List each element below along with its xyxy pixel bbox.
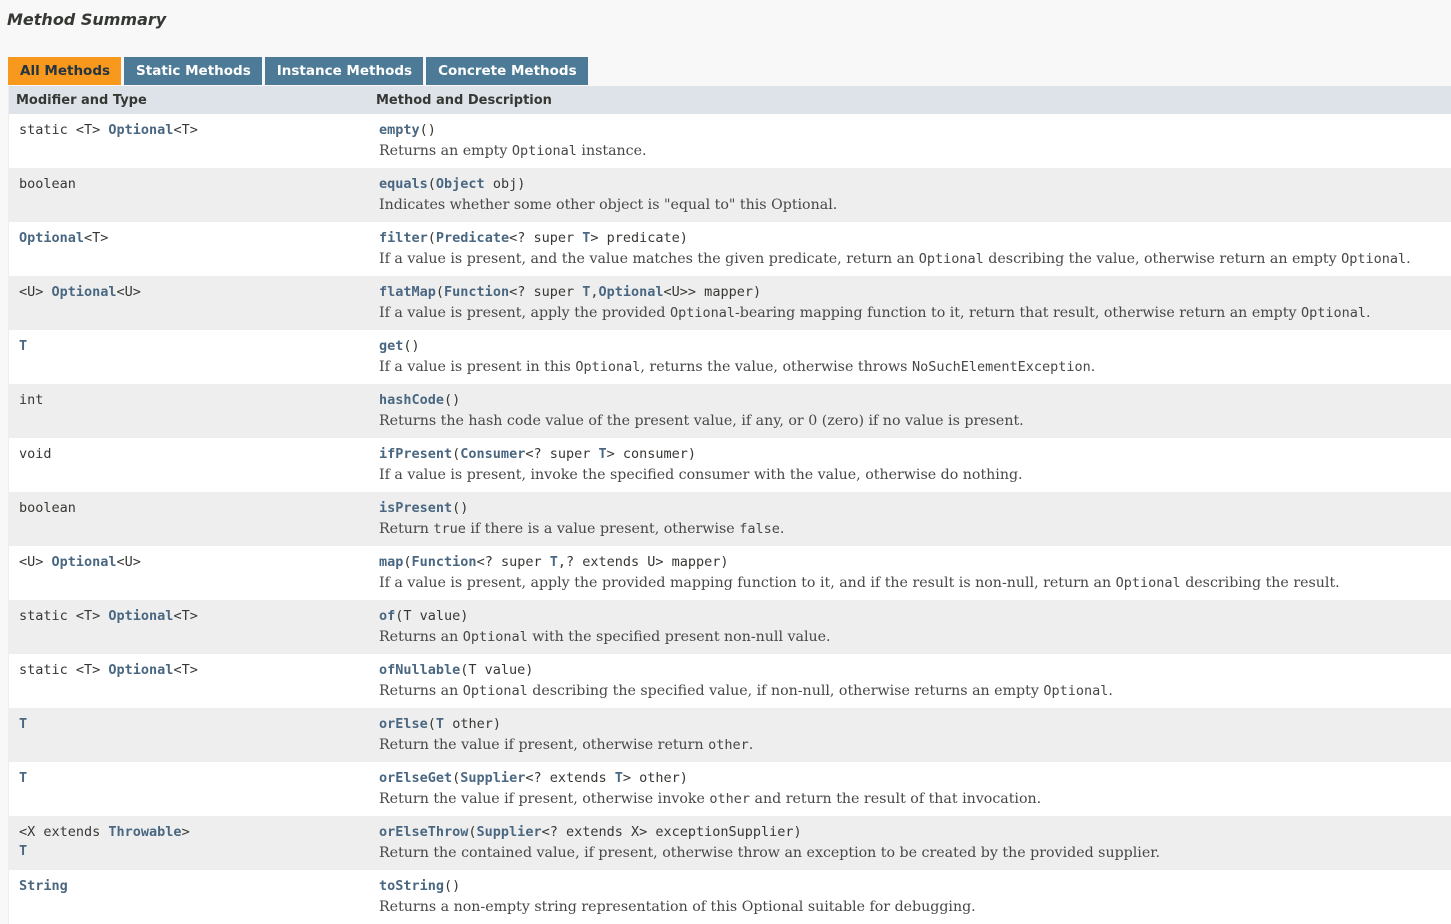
- signature-text: (): [444, 878, 461, 894]
- signature-link[interactable]: orElseGet: [379, 770, 453, 786]
- method-signature: [379, 391, 1451, 410]
- description-text: if there is a value present, otherwise: [465, 521, 740, 537]
- type-text: <X extends: [19, 824, 109, 840]
- description-text: .: [779, 521, 785, 537]
- method-description: [379, 464, 1451, 487]
- signature-link[interactable]: flatMap: [379, 284, 436, 300]
- inline-code: Optional: [1341, 251, 1407, 267]
- description-text: with the specified present non-null value.: [527, 629, 831, 645]
- signature-link[interactable]: map: [379, 554, 404, 570]
- signature-link[interactable]: empty: [379, 122, 420, 138]
- type-link[interactable]: T: [19, 716, 28, 732]
- description-text: If a value is present in this: [379, 359, 576, 375]
- signature-text: <? extends X> exceptionSupplier): [541, 824, 802, 840]
- method-description: [379, 248, 1451, 271]
- method-signature: [379, 823, 1451, 842]
- method-description-cell: [379, 121, 1451, 168]
- description-text: Returns a non-empty string representation of this Optional suitable for debugging.: [379, 899, 976, 915]
- table-row: [9, 492, 1451, 546]
- signature-text: (): [419, 122, 436, 138]
- signature-link[interactable]: hashCode: [379, 392, 445, 408]
- signature-link[interactable]: T: [614, 770, 623, 786]
- method-signature: [379, 607, 1451, 626]
- signature-text: > consumer): [606, 446, 697, 462]
- method-description: [379, 788, 1451, 811]
- type-link[interactable]: Optional: [51, 554, 117, 570]
- method-signature: [379, 445, 1451, 464]
- type-link[interactable]: String: [19, 878, 68, 894]
- type-link[interactable]: Optional: [108, 608, 174, 624]
- method-description: [379, 680, 1451, 703]
- description-text: Return the contained value, if present, otherwise throw an exception to be created by the provided supplier.: [379, 845, 1160, 861]
- type-text: static <T>: [19, 662, 109, 678]
- method-description-cell: [379, 715, 1451, 762]
- signature-text: (: [427, 230, 436, 246]
- description-text: If a value is present, apply the provided mapping function to it, and if the result is non-null, return an: [379, 575, 1116, 591]
- signature-text: (: [468, 824, 477, 840]
- tab-concrete-methods[interactable]: Concrete Methods: [426, 57, 588, 85]
- description-text: .: [748, 737, 754, 753]
- description-text: and return the result of that invocation.: [750, 791, 1042, 807]
- signature-text: (: [427, 176, 436, 192]
- type-text: static <T>: [19, 608, 109, 624]
- signature-text: (): [403, 338, 420, 354]
- inline-code: Optional: [1043, 683, 1109, 699]
- signature-link[interactable]: Optional: [598, 284, 664, 300]
- signature-link[interactable]: T: [598, 446, 607, 462]
- signature-text: ,: [590, 284, 599, 300]
- description-text: .: [1406, 251, 1411, 267]
- signature-text: <U>> mapper): [663, 284, 762, 300]
- method-signature: [379, 175, 1451, 194]
- inline-code: Optional: [462, 683, 528, 699]
- type-link[interactable]: Optional: [108, 122, 174, 138]
- type-text: <T>: [84, 230, 109, 246]
- inline-code: false: [739, 521, 780, 537]
- signature-text: (: [403, 554, 412, 570]
- method-signature: [379, 769, 1451, 788]
- description-text: Returns an: [379, 683, 463, 699]
- modifier-type-cell: [9, 175, 379, 222]
- method-description-cell: [379, 337, 1451, 384]
- type-link[interactable]: Throwable: [108, 824, 182, 840]
- description-text: .: [1366, 305, 1371, 321]
- modifier-type-cell: [9, 769, 379, 816]
- method-description-cell: [379, 877, 1451, 924]
- signature-link[interactable]: Object: [435, 176, 485, 192]
- signature-link[interactable]: of: [379, 608, 396, 624]
- description-text: .: [1108, 683, 1113, 699]
- table-row: [9, 222, 1451, 276]
- modifier-type-cell: [9, 283, 379, 330]
- signature-link[interactable]: ifPresent: [379, 446, 453, 462]
- table-row: [9, 546, 1451, 600]
- type-text: <U>: [116, 554, 141, 570]
- signature-text: (: [435, 284, 445, 300]
- method-signature: [379, 499, 1451, 518]
- description-text: describing the specified value, if non-null, otherwise returns an empty: [527, 683, 1044, 699]
- column-header-method: Method and Description: [376, 93, 552, 108]
- modifier-type-cell: [9, 337, 379, 384]
- table-row: [9, 276, 1451, 330]
- modifier-type-cell: [9, 499, 379, 546]
- column-header-modifier: Modifier and Type: [16, 93, 147, 108]
- type-text: <T>: [173, 608, 198, 624]
- description-text: Return the value if present, otherwise return: [379, 737, 709, 753]
- type-link[interactable]: T: [19, 843, 28, 859]
- type-text: <U>: [116, 284, 141, 300]
- description-text: If a value is present, invoke the specified consumer with the value, otherwise do nothing.: [379, 467, 1023, 483]
- inline-code: Optional: [575, 359, 641, 375]
- inline-code: other: [709, 791, 751, 807]
- method-signature: [379, 283, 1451, 302]
- description-text: Return the value if present, otherwise invoke: [379, 791, 710, 807]
- method-description: [379, 410, 1451, 433]
- description-text: If a value is present, and the value matches the given predicate, return an: [379, 251, 919, 267]
- signature-link[interactable]: toString: [379, 878, 445, 894]
- method-description-cell: [379, 769, 1451, 816]
- signature-text: > other): [622, 770, 688, 786]
- table-header: [9, 86, 1451, 114]
- inline-code: Optional: [511, 143, 577, 159]
- method-description-cell: [379, 283, 1451, 330]
- type-text: static <T>: [19, 122, 109, 138]
- signature-text: (): [444, 392, 461, 408]
- modifier-type-cell: [9, 823, 379, 870]
- description-text: , returns the value, otherwise throws: [640, 359, 912, 375]
- type-text: <U>: [19, 284, 52, 300]
- table-row: [9, 708, 1451, 762]
- modifier-type-cell: [9, 553, 379, 600]
- modifier-type-cell: [9, 391, 379, 438]
- signature-text: (T value): [395, 608, 469, 624]
- description-text: instance.: [576, 143, 647, 159]
- description-text: Indicates whether some other object is "equal to" this Optional.: [379, 197, 838, 213]
- signature-link[interactable]: orElseThrow: [379, 824, 469, 840]
- inline-code: Optional: [462, 629, 528, 645]
- method-description-cell: [379, 445, 1451, 492]
- table-row: [9, 114, 1451, 168]
- signature-text: (: [427, 716, 436, 732]
- modifier-type-cell: [9, 121, 379, 168]
- signature-text: <? extends: [525, 770, 615, 786]
- method-signature: [379, 553, 1451, 572]
- description-text: -bearing mapping function to it, return that result, otherwise return an empty: [735, 305, 1301, 321]
- signature-link[interactable]: Predicate: [435, 230, 510, 246]
- signature-link[interactable]: T: [582, 284, 591, 300]
- signature-link[interactable]: Supplier: [476, 824, 542, 840]
- table-row: [9, 330, 1451, 384]
- method-filter-tabs: [8, 57, 591, 86]
- type-link[interactable]: Optional: [51, 284, 117, 300]
- method-signature: [379, 661, 1451, 680]
- signature-text: (): [452, 500, 469, 516]
- table-row: [9, 762, 1451, 816]
- inline-code: Optional: [918, 251, 984, 267]
- table-row: [9, 384, 1451, 438]
- signature-link[interactable]: get: [379, 338, 404, 354]
- method-description: [379, 572, 1451, 595]
- tab-all-methods[interactable]: All Methods: [8, 57, 121, 85]
- description-text: If a value is present, apply the provided: [379, 305, 670, 321]
- method-description-cell: [379, 553, 1451, 600]
- type-text: boolean: [19, 176, 76, 192]
- signature-link[interactable]: equals: [379, 176, 428, 192]
- signature-text: (: [452, 446, 461, 462]
- method-signature: [379, 877, 1451, 896]
- description-text: Return: [379, 521, 434, 537]
- inline-code: Optional: [1300, 305, 1367, 321]
- type-text: boolean: [19, 500, 76, 516]
- table-row: [9, 438, 1451, 492]
- description-text: describing the result.: [1180, 575, 1340, 591]
- table-row: [9, 654, 1451, 708]
- signature-text: obj): [484, 176, 526, 192]
- inline-code: Optional: [669, 305, 735, 321]
- signature-link[interactable]: Function: [444, 284, 510, 300]
- inline-code: Optional: [1115, 575, 1181, 591]
- table-row: [9, 816, 1451, 870]
- tab-instance-methods[interactable]: Instance Methods: [265, 57, 423, 85]
- signature-text: <? super: [509, 230, 583, 246]
- tab-static-methods[interactable]: Static Methods: [124, 57, 262, 85]
- signature-text: ,? extends U> mapper): [557, 554, 729, 570]
- signature-link[interactable]: T: [549, 554, 558, 570]
- type-text: <U>: [19, 554, 52, 570]
- signature-link[interactable]: Consumer: [460, 446, 526, 462]
- method-description: [379, 194, 1451, 217]
- table-row: [9, 168, 1451, 222]
- inline-code: NoSuchElementException: [911, 359, 1091, 375]
- type-text: void: [19, 446, 52, 462]
- method-description: [379, 626, 1451, 649]
- signature-link[interactable]: orElse: [379, 716, 428, 732]
- description-text: .: [1090, 359, 1096, 375]
- method-description-cell: [379, 229, 1451, 276]
- method-description: [379, 734, 1451, 757]
- signature-text: > predicate): [590, 230, 688, 246]
- signature-link[interactable]: isPresent: [379, 500, 453, 516]
- signature-text: other): [444, 716, 501, 732]
- table-row: [9, 600, 1451, 654]
- type-link[interactable]: T: [19, 338, 28, 354]
- signature-text: <? super: [525, 446, 599, 462]
- modifier-type-cell: [9, 229, 379, 276]
- signature-link[interactable]: T: [582, 230, 591, 246]
- method-summary-title: Method Summary: [7, 10, 167, 29]
- signature-link[interactable]: Function: [411, 554, 477, 570]
- modifier-type-cell: [9, 877, 379, 924]
- description-text: Returns an empty: [379, 143, 512, 159]
- type-link[interactable]: Optional: [108, 662, 174, 678]
- method-description: [379, 518, 1451, 541]
- method-description: [379, 356, 1451, 379]
- inline-code: true: [433, 521, 466, 537]
- modifier-type-cell: [9, 607, 379, 654]
- method-description-cell: [379, 391, 1451, 438]
- method-description: [379, 140, 1451, 163]
- description-text: describing the value, otherwise return an empty: [983, 251, 1342, 267]
- signature-text: (: [452, 770, 461, 786]
- method-description-cell: [379, 823, 1451, 870]
- inline-code: other: [708, 737, 749, 753]
- method-signature: [379, 121, 1451, 140]
- table-body: [9, 114, 1451, 924]
- type-link[interactable]: Optional: [19, 230, 85, 246]
- method-description-cell: [379, 499, 1451, 546]
- description-text: Returns the hash code value of the present value, if any, or 0 (zero) if no value is present.: [379, 413, 1024, 429]
- method-description-cell: [379, 175, 1451, 222]
- type-link[interactable]: T: [19, 770, 28, 786]
- signature-text: (T value): [460, 662, 534, 678]
- signature-link[interactable]: ofNullable: [379, 662, 461, 678]
- method-signature: [379, 229, 1451, 248]
- method-description: [379, 302, 1451, 325]
- method-description-cell: [379, 661, 1451, 708]
- signature-text: <? super: [476, 554, 550, 570]
- signature-text: <? super: [509, 284, 583, 300]
- method-description-cell: [379, 607, 1451, 654]
- type-text: <T>: [173, 662, 198, 678]
- method-description: [379, 842, 1451, 865]
- description-text: Returns an: [379, 629, 463, 645]
- modifier-type-cell: [9, 661, 379, 708]
- method-signature: [379, 715, 1451, 734]
- signature-link[interactable]: T: [435, 716, 445, 732]
- method-signature: [379, 337, 1451, 356]
- signature-link[interactable]: filter: [379, 230, 428, 246]
- method-summary-table: [8, 86, 1451, 924]
- modifier-type-cell: [9, 715, 379, 762]
- type-text: <T>: [173, 122, 198, 138]
- type-text: >: [181, 824, 190, 840]
- signature-link[interactable]: Supplier: [460, 770, 526, 786]
- type-text: int: [19, 392, 44, 408]
- modifier-type-cell: [9, 445, 379, 492]
